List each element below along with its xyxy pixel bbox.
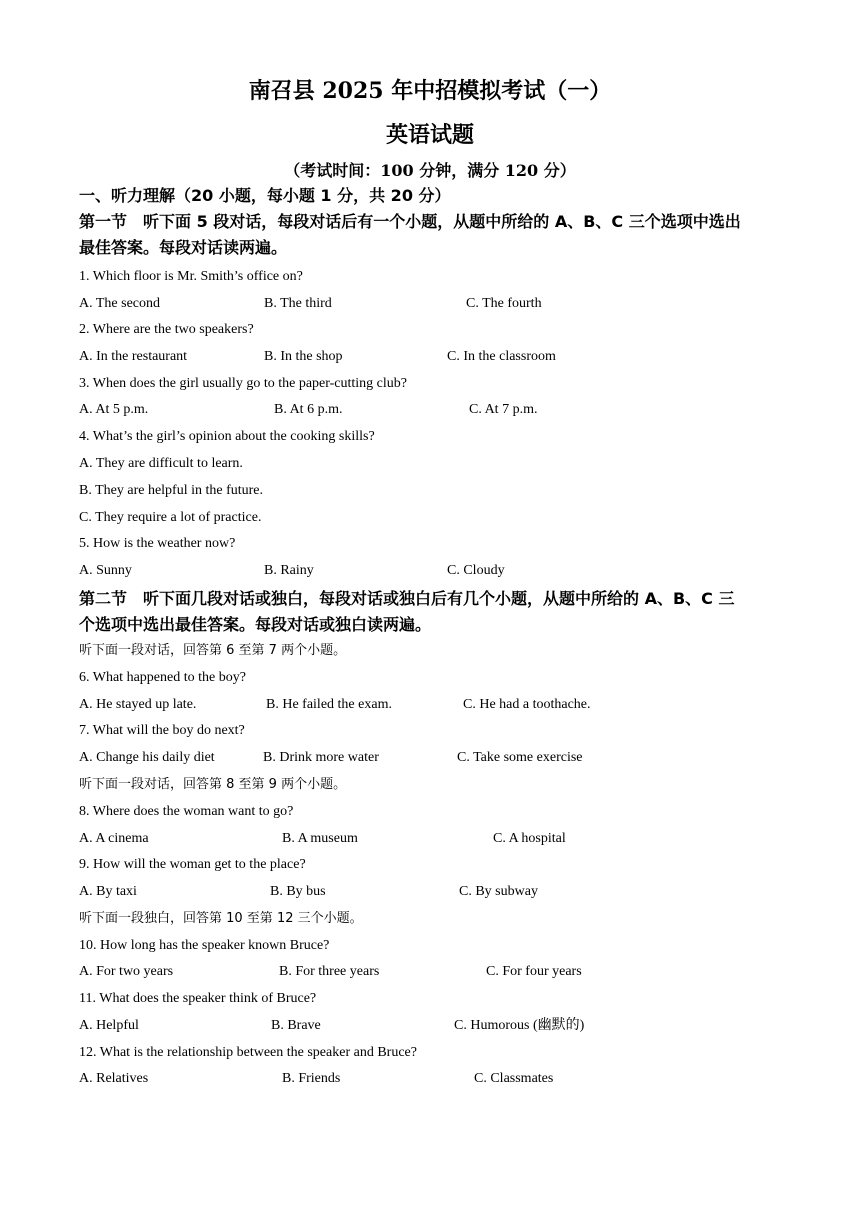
question-4: 4. What’s the girl’s opinion about the cooking skills? <box>79 429 375 444</box>
part-2-instruction-line-2: 个选项中选出最佳答案。每段对话或独白读两遍。 <box>79 615 432 634</box>
q7-option-a: A. Change his daily diet <box>79 750 215 765</box>
q9-option-b: B. By bus <box>270 884 326 899</box>
q7-option-c: C. Take some exercise <box>457 750 583 765</box>
q3-option-c: C. At 7 p.m. <box>469 402 538 417</box>
q10-option-a: A. For two years <box>79 964 174 979</box>
q10-option-c: C. For four years <box>486 964 582 979</box>
question-1: 1. Which floor is Mr. Smith’s office on? <box>79 269 303 284</box>
q11-option-c: C. Humorous (幽默的) <box>454 1018 585 1033</box>
part-1-instruction-line-1: 第一节 听下面 5 段对话，每段对话后有一个小题，从题中所给的 A、B、C 三个选项中选出 <box>79 212 741 231</box>
part-2-instruction-line-1: 第二节 听下面几段对话或独白，每段对话或独白后有几个小题，从题中所给的 A、B、C 三 <box>79 589 735 608</box>
q12-option-b: B. Friends <box>282 1071 341 1086</box>
question-5: 5. How is the weather now? <box>79 536 236 551</box>
q12-option-c: C. Classmates <box>474 1071 554 1086</box>
part-1-instruction-line-2: 最佳答案。每段对话读两遍。 <box>79 238 288 257</box>
q4-option-a: A. They are difficult to learn. <box>79 456 243 471</box>
q6-option-b: B. He failed the exam. <box>266 697 392 712</box>
q4-option-b: B. They are helpful in the future. <box>79 483 264 498</box>
q1-option-b: B. The third <box>264 296 332 311</box>
q6-option-c: C. He had a toothache. <box>463 697 591 712</box>
exam-subtitle: 英语试题 <box>385 122 474 148</box>
question-6: 6. What happened to the boy? <box>79 670 246 685</box>
question-3: 3. When does the girl usually go to the paper-cutting club? <box>79 376 407 391</box>
note-questions-10-12: 听下面一段独白，回答第 10 至第 12 三个小题。 <box>79 911 363 926</box>
q8-option-a: A. A cinema <box>79 831 149 846</box>
q1-option-c: C. The fourth <box>466 296 542 311</box>
q12-option-a: A. Relatives <box>79 1071 149 1086</box>
question-8: 8. Where does the woman want to go? <box>79 804 294 819</box>
q6-option-a: A. He stayed up late. <box>79 697 197 712</box>
q5-option-a: A. Sunny <box>79 563 132 578</box>
q2-option-b: B. In the shop <box>264 349 343 364</box>
q11-option-b: B. Brave <box>271 1018 321 1033</box>
q3-option-b: B. At 6 p.m. <box>274 402 343 417</box>
q11-option-a: A. Helpful <box>79 1018 139 1033</box>
q5-option-b: B. Rainy <box>264 563 314 578</box>
exam-title: 南召县 2025 年中招模拟考试（一） <box>248 78 612 104</box>
question-10: 10. How long has the speaker known Bruce? <box>79 938 330 953</box>
q1-option-a: A. The second <box>79 296 160 311</box>
question-11: 11. What does the speaker think of Bruce? <box>79 991 317 1006</box>
note-questions-8-9: 听下面一段对话，回答第 8 至第 9 两个小题。 <box>79 777 347 792</box>
q8-option-b: B. A museum <box>282 831 358 846</box>
q8-option-c: C. A hospital <box>493 831 566 846</box>
q10-option-b: B. For three years <box>279 964 380 979</box>
q9-option-c: C. By subway <box>459 884 538 899</box>
note-questions-6-7: 听下面一段对话，回答第 6 至第 7 两个小题。 <box>79 643 347 658</box>
q3-option-a: A. At 5 p.m. <box>79 402 149 417</box>
question-2: 2. Where are the two speakers? <box>79 322 254 337</box>
q9-option-a: A. By taxi <box>79 884 137 899</box>
question-9: 9. How will the woman get to the place? <box>79 857 306 872</box>
q2-option-c: C. In the classroom <box>447 349 556 364</box>
question-12: 12. What is the relationship between the speaker and Bruce? <box>79 1045 417 1060</box>
q7-option-b: B. Drink more water <box>263 750 379 765</box>
question-7: 7. What will the boy do next? <box>79 723 245 738</box>
section-1-title: 一、听力理解（20 小题，每小题 1 分，共 20 分） <box>79 186 451 205</box>
q5-option-c: C. Cloudy <box>447 563 505 578</box>
q2-option-a: A. In the restaurant <box>79 349 188 364</box>
q4-option-c: C. They require a lot of practice. <box>79 510 262 525</box>
exam-info: （考试时间：100 分钟，满分 120 分） <box>284 161 576 180</box>
